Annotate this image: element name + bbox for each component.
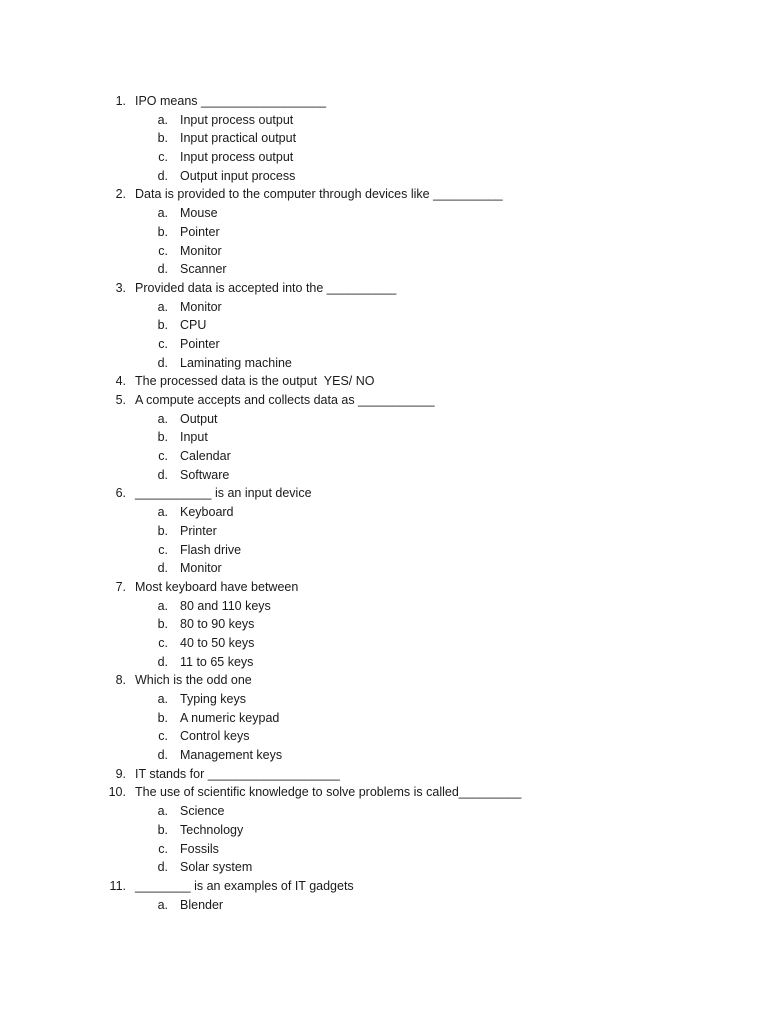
option-letter: a. xyxy=(157,112,168,127)
option-text: Keyboard xyxy=(180,505,234,520)
option-letter: b. xyxy=(157,617,168,632)
question-text: Most keyboard have between xyxy=(135,579,299,594)
option-letter: c. xyxy=(158,542,168,557)
option-letter: a. xyxy=(157,206,168,221)
option-text: 11 to 65 keys xyxy=(180,654,254,669)
option-text: 80 and 110 keys xyxy=(180,598,271,613)
question-text: ___________ is an input device xyxy=(135,486,312,501)
question-3 xyxy=(0,279,768,298)
option-letter: d. xyxy=(157,262,168,277)
option-letter: b. xyxy=(157,822,168,837)
option-text: Flash drive xyxy=(180,542,242,557)
option-text: Pointer xyxy=(180,336,220,351)
question-text: A compute accepts and collects data as ___________ xyxy=(135,393,435,407)
question-2-option xyxy=(0,223,768,242)
option-text: Scanner xyxy=(180,262,227,277)
question-6 xyxy=(0,484,768,503)
question-3-option xyxy=(0,335,768,354)
question-text: The use of scientific knowledge to solve problems is called_________ xyxy=(135,785,522,800)
question-text: Data is provided to the computer through devices like __________ xyxy=(135,187,503,202)
question-number: 5. xyxy=(115,393,126,407)
question-7-option xyxy=(0,597,768,616)
question-2-option xyxy=(0,260,768,279)
question-text: ________ is an examples of IT gadgets xyxy=(135,878,354,893)
question-number: 3. xyxy=(115,280,126,295)
question-5-option xyxy=(0,428,768,447)
option-letter: a. xyxy=(157,411,168,426)
question-number: 8. xyxy=(115,673,126,688)
question-number: 2. xyxy=(115,187,126,202)
option-letter: c. xyxy=(158,635,168,650)
question-8-option xyxy=(0,727,768,746)
option-letter: a. xyxy=(157,299,168,314)
question-text: IT stands for ___________________ xyxy=(135,766,340,781)
question-1-option xyxy=(0,111,768,130)
option-letter: c. xyxy=(158,449,168,464)
option-letter: b. xyxy=(157,318,168,333)
question-10-option xyxy=(0,802,768,821)
option-text: Laminating machine xyxy=(180,355,292,370)
option-letter: b. xyxy=(157,710,168,725)
question-list xyxy=(0,92,768,914)
option-text: Technology xyxy=(180,822,244,837)
question-text: Which is the odd one xyxy=(135,673,252,688)
question-3-option xyxy=(0,354,768,373)
option-text: Pointer xyxy=(180,224,220,239)
option-letter: a. xyxy=(157,804,168,819)
option-text: CPU xyxy=(180,318,207,333)
option-letter: b. xyxy=(157,523,168,538)
option-text: 40 to 50 keys xyxy=(180,635,255,650)
option-text: Solar system xyxy=(180,860,253,875)
question-5-option xyxy=(0,466,768,485)
question-11 xyxy=(0,877,768,896)
question-4 xyxy=(0,372,768,391)
option-text: Mouse xyxy=(180,206,218,221)
question-5 xyxy=(0,391,768,410)
option-text: Monitor xyxy=(180,299,222,314)
option-text: Software xyxy=(180,467,230,482)
question-1 xyxy=(0,92,768,111)
option-text: Input process output xyxy=(180,112,294,127)
question-8 xyxy=(0,671,768,690)
option-letter: b. xyxy=(157,131,168,146)
option-letter: a. xyxy=(157,505,168,520)
question-7-option xyxy=(0,615,768,634)
question-number: 1. xyxy=(115,94,126,108)
option-text: Monitor xyxy=(180,243,222,258)
question-2-option xyxy=(0,242,768,261)
question-7-option xyxy=(0,653,768,672)
option-letter: d. xyxy=(157,748,168,763)
question-3-option xyxy=(0,298,768,317)
option-letter: c. xyxy=(158,243,168,258)
option-text: Input process output xyxy=(180,150,294,165)
option-letter: d. xyxy=(157,168,168,183)
question-6-option xyxy=(0,503,768,522)
question-number: 7. xyxy=(115,579,126,594)
option-letter: a. xyxy=(157,692,168,706)
option-text: 80 to 90 keys xyxy=(180,617,255,632)
question-1-option xyxy=(0,129,768,148)
question-text: Provided data is accepted into the __________ xyxy=(135,280,397,295)
option-text: Monitor xyxy=(180,561,222,576)
question-3-option xyxy=(0,316,768,335)
question-11-option xyxy=(0,896,768,915)
question-6-option xyxy=(0,522,768,541)
option-letter: d. xyxy=(157,467,168,482)
option-text: Output xyxy=(180,411,218,426)
option-text: Input practical output xyxy=(180,131,297,146)
worksheet-page xyxy=(0,92,768,914)
option-letter: c. xyxy=(158,150,168,165)
question-6-option xyxy=(0,541,768,560)
question-10-option xyxy=(0,858,768,877)
option-text: A numeric keypad xyxy=(180,710,280,725)
option-letter: d. xyxy=(157,561,168,576)
option-letter: d. xyxy=(157,860,168,875)
option-text: Fossils xyxy=(180,841,219,856)
question-10-option xyxy=(0,821,768,840)
question-7-option xyxy=(0,634,768,653)
question-5-option xyxy=(0,410,768,429)
option-text: Management keys xyxy=(180,748,283,763)
question-number: 9. xyxy=(115,766,126,781)
question-1-option xyxy=(0,148,768,167)
question-number: 6. xyxy=(115,486,126,501)
option-letter: d. xyxy=(157,355,168,370)
option-letter: a. xyxy=(157,897,168,912)
question-5-option xyxy=(0,447,768,466)
question-8-option xyxy=(0,690,768,709)
question-1-option xyxy=(0,167,768,186)
option-letter: c. xyxy=(158,336,168,351)
option-text: Science xyxy=(180,804,225,819)
option-text: Printer xyxy=(180,523,217,538)
question-10 xyxy=(0,783,768,802)
question-10-option xyxy=(0,840,768,859)
question-text: IPO means __________________ xyxy=(135,94,327,108)
option-text: Calendar xyxy=(180,449,231,464)
option-text: Input xyxy=(180,430,208,445)
question-8-option xyxy=(0,746,768,765)
question-2 xyxy=(0,185,768,204)
question-6-option xyxy=(0,559,768,578)
question-7 xyxy=(0,578,768,597)
option-text: Blender xyxy=(180,897,224,912)
option-text: Control keys xyxy=(180,729,250,744)
option-text: Typing keys xyxy=(180,692,247,706)
question-number: 11. xyxy=(109,878,126,893)
option-letter: c. xyxy=(158,841,168,856)
option-letter: d. xyxy=(157,654,168,669)
option-letter: a. xyxy=(157,598,168,613)
question-number: 4. xyxy=(115,374,126,389)
question-9 xyxy=(0,765,768,784)
option-text: Output input process xyxy=(180,168,296,183)
option-letter: c. xyxy=(158,729,168,744)
question-number: 10. xyxy=(108,785,126,800)
option-letter: b. xyxy=(157,224,168,239)
option-letter: b. xyxy=(157,430,168,445)
question-8-option xyxy=(0,709,768,728)
question-2-option xyxy=(0,204,768,223)
question-text: The processed data is the output YES/ NO xyxy=(135,374,375,389)
